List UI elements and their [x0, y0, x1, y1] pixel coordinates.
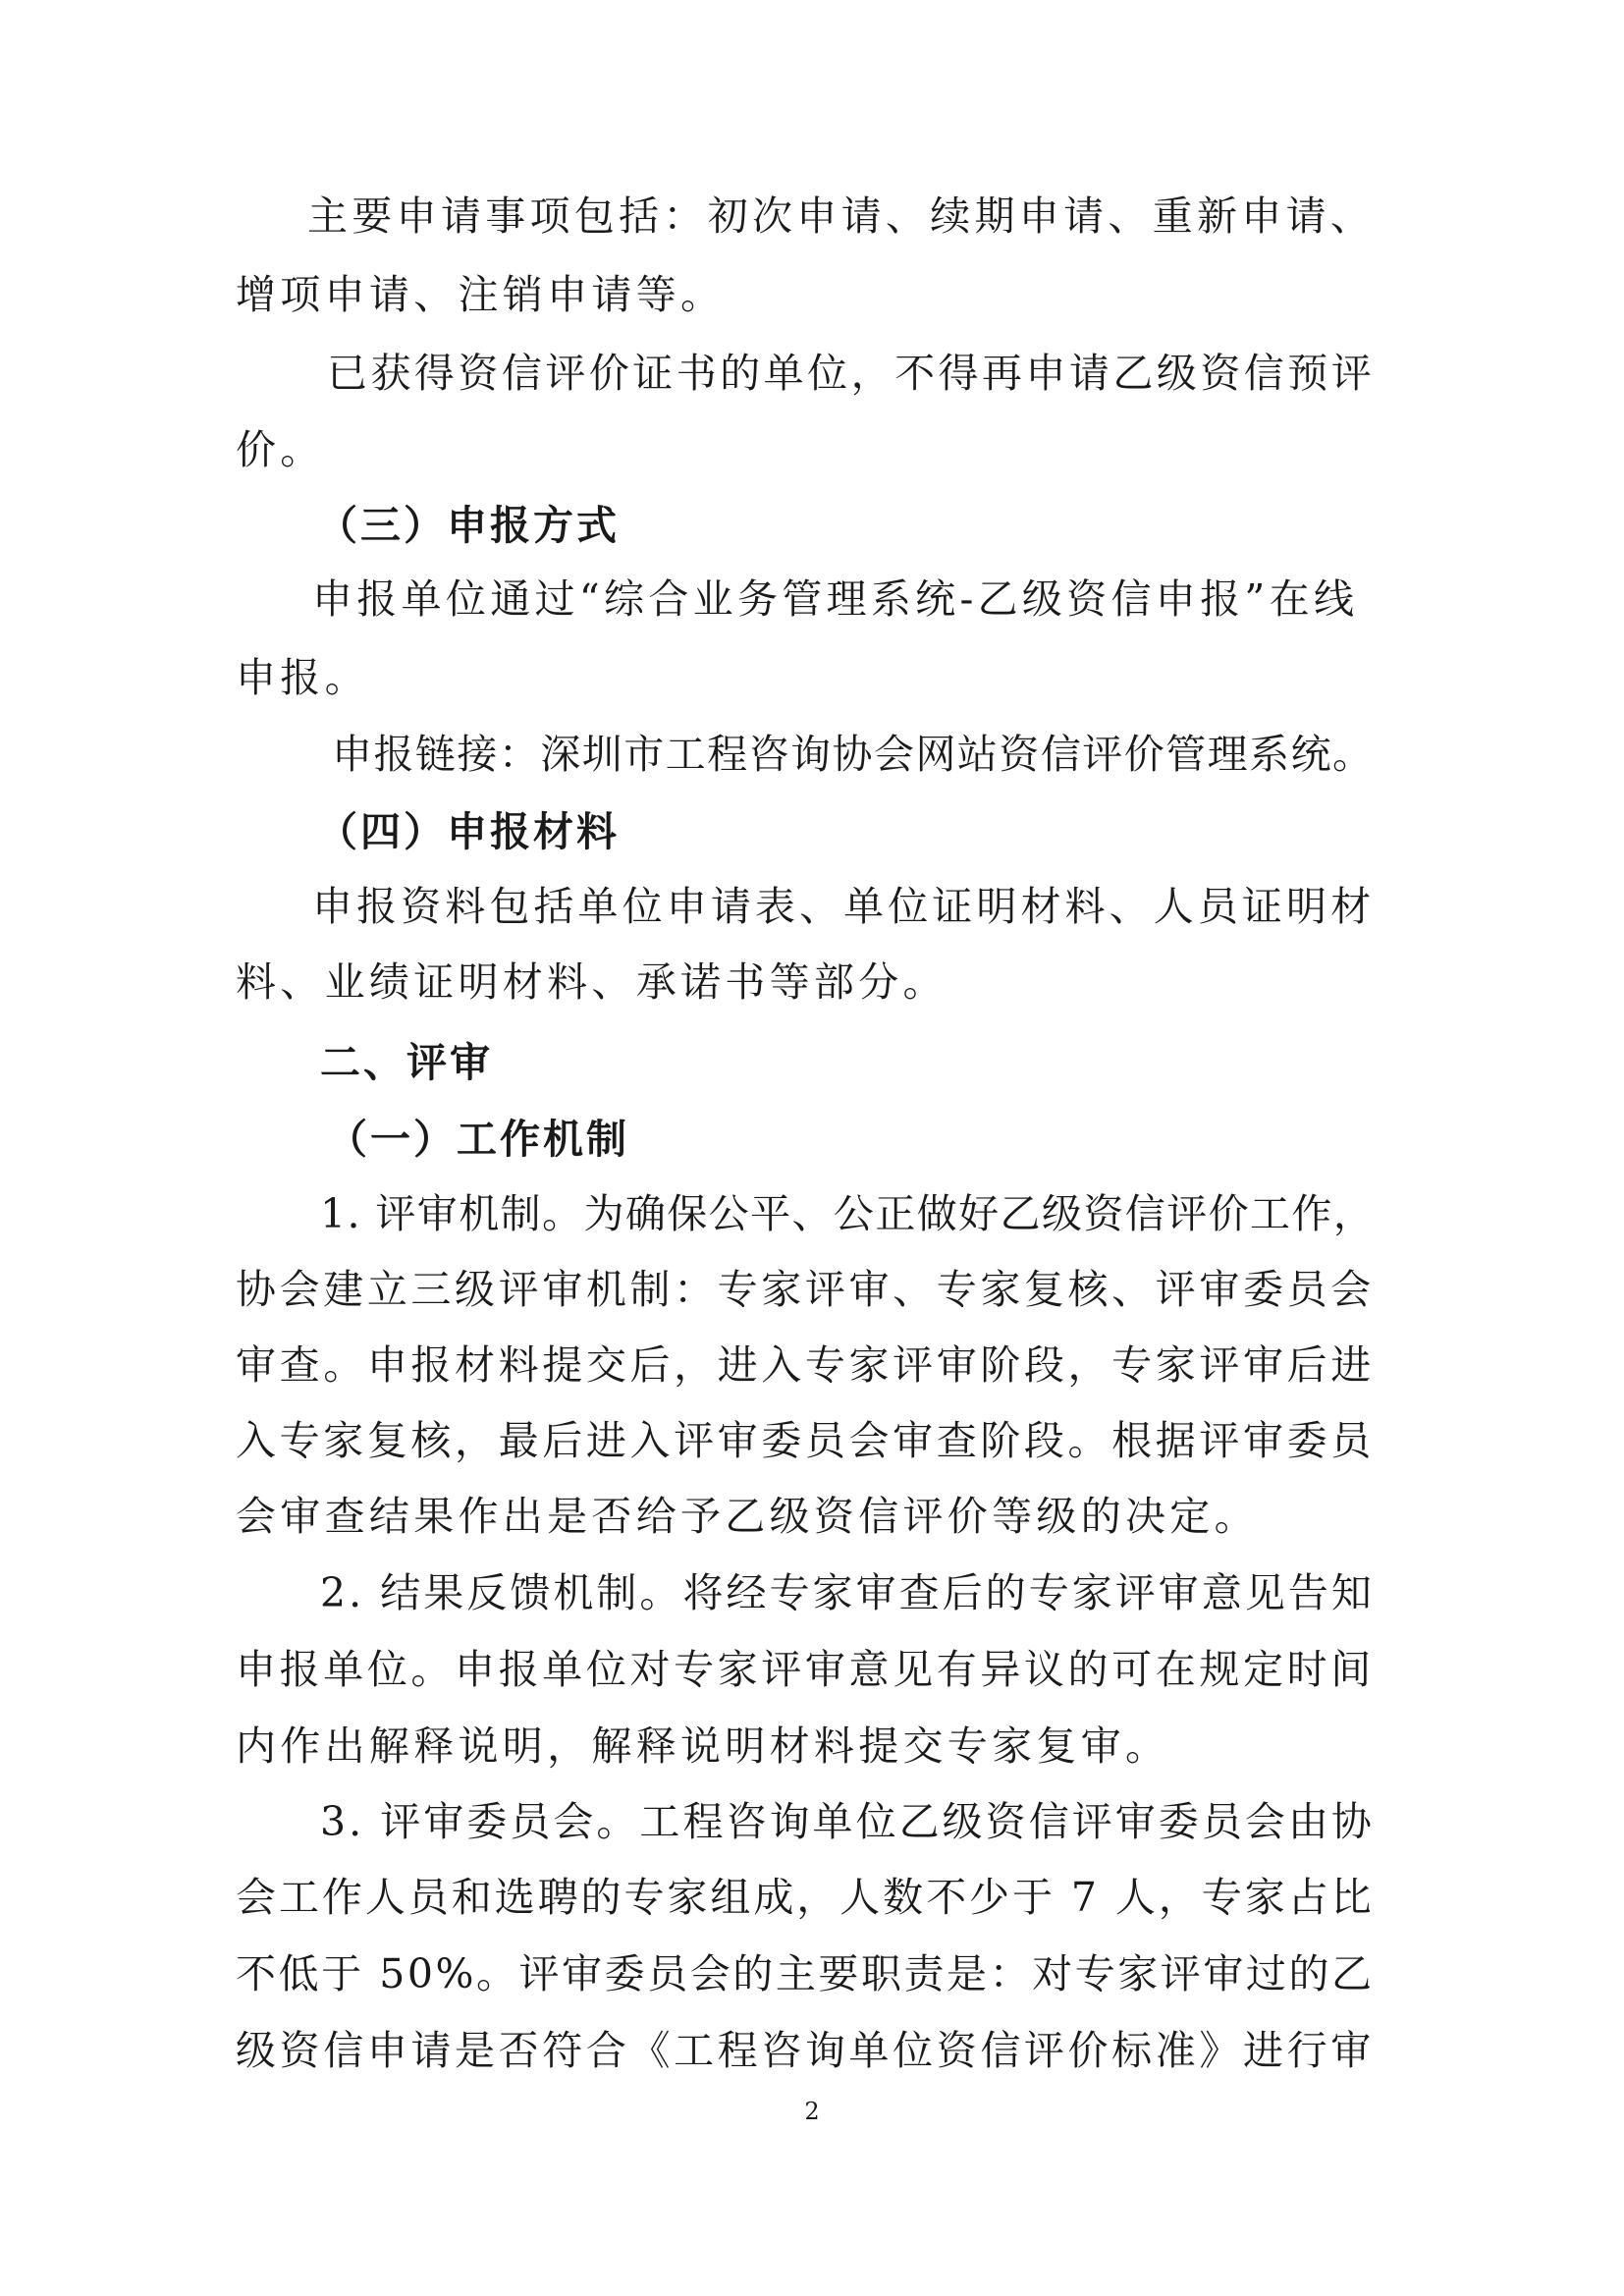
paragraph-line: 申报单位通过“综合业务管理系统-乙级资信申报”在线: [312, 575, 1359, 623]
paragraph-line: 会审查结果作出是否给予乙级资信评价等级的决定。: [236, 1493, 1259, 1540]
paragraph-line: 价。: [236, 426, 325, 473]
paragraph-line: 申报资料包括单位申请表、单位证明材料、人员证明材: [312, 883, 1376, 930]
section-heading: （一）工作机制: [327, 1116, 629, 1163]
paragraph-line: 级资信申请是否符合《工程咨询单位资信评价标准》进行审: [236, 2027, 1375, 2074]
paragraph-line: 增项申请、注销申请等。: [236, 271, 726, 318]
paragraph-line: 协会建立三级评审机制：专家评审、专家复核、评审委员会: [236, 1266, 1375, 1313]
paragraph-line: 不低于 50%。评审委员会的主要职责是：对专家评审过的乙: [236, 1950, 1375, 1997]
paragraph-line: 内作出解释说明，解释说明材料提交专家复审。: [236, 1722, 1170, 1770]
paragraph-line: 主要申请事项包括：初次申请、续期申请、重新申请、: [307, 192, 1376, 240]
page-number: 2: [804, 2098, 820, 2125]
paragraph-line: 申报单位。申报单位对专家评审意见有异议的可在规定时间: [236, 1646, 1375, 1693]
paragraph-line: 会工作人员和选聘的专家组成，人数不少于 7 人，专家占比: [236, 1874, 1375, 1921]
section-heading: （三）申报方式: [317, 502, 620, 549]
paragraph-line: 3. 评审委员会。工程咨询单位乙级资信评审委员会由协: [320, 1798, 1375, 1845]
section-heading: 二、评审: [320, 1039, 493, 1086]
paragraph-line: 入专家复核，最后进入评审委员会审查阶段。根据评审委员: [236, 1417, 1375, 1464]
paragraph-line: 申报链接：深圳市工程咨询协会网站资信评价管理系统。: [332, 731, 1375, 778]
paragraph-line: 申报。: [236, 654, 369, 701]
paragraph-line: 已获得资信评价证书的单位，不得再申请乙级资信预评: [327, 350, 1376, 397]
paragraph-line: 料、业绩证明材料、承诺书等部分。: [236, 958, 947, 1006]
paragraph-line: 2. 结果反馈机制。将经专家审查后的专家评审意见告知: [320, 1569, 1375, 1616]
section-heading: （四）申报材料: [317, 808, 620, 855]
paragraph-line: 1. 评审机制。为确保公平、公正做好乙级资信评价工作，: [320, 1190, 1376, 1237]
paragraph-line: 审查。申报材料提交后，进入专家评审阶段，专家评审后进: [236, 1341, 1375, 1389]
